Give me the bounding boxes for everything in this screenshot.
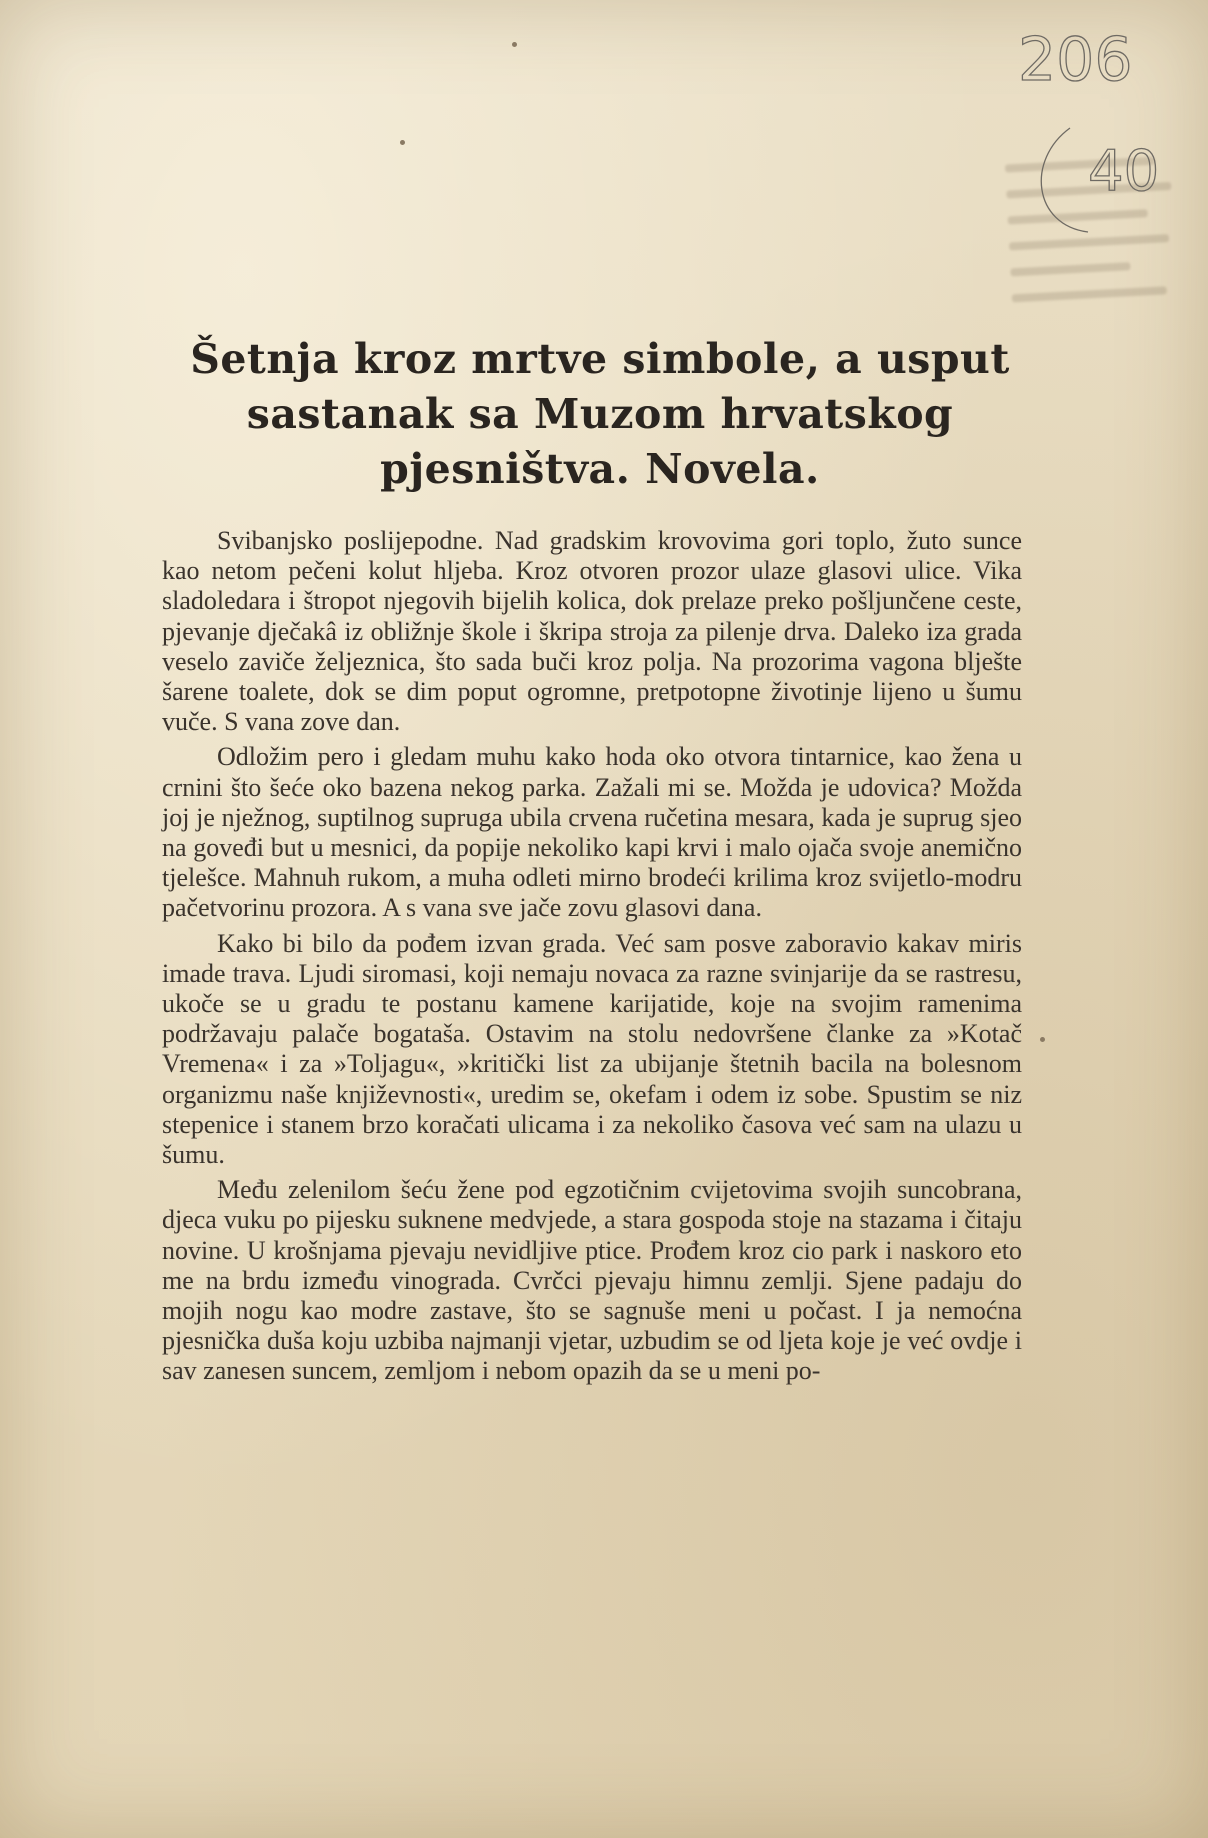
annotation-circle-arc — [1041, 128, 1088, 232]
title-line: Šetnja kroz mrtve simbole, a usput — [190, 335, 1010, 383]
ink-speck — [400, 140, 405, 145]
article-title — [150, 332, 1050, 497]
annotation-circled-number: 40 — [1088, 139, 1160, 204]
pencil-annotation — [1008, 10, 1198, 240]
title-line: sastanak sa Muzom hrvatskog — [246, 390, 954, 438]
paragraph: Odložim pero i gledam muhu kako hoda oko otvora tintarnice, kao žena u crnini što šeće oko bazena nekog parka. Zažali mi se. Možda je udovica? Možda joj je nježnog, suptilnog supruga ubila crvena ručetina mesara, kada je suprug sjeo na goveđi but u mesnici, da popije nekoliko kapi krvi i malo ojača svoje anemično tjelešce. Mahnuh rukom, a muha odleti mirno brodeći krilima kroz svijetlo-modru pačetvorinu prozora. A s vana sve jače zovu glasovi dana. — [162, 742, 1022, 923]
paragraph: Svibanjsko poslijepodne. Nad gradskim krovovima gori toplo, žuto sunce kao netom pečeni kolut hljeba. Kroz otvoren prozor ulaze glasovi ulice. Vika sladoledara i štropot njegovih bijelih kolica, dok prelaze preko pošljunčene ceste, pjevanje dječakâ iz obližnje škole i škripa stroja za pilenje drva. Daleko iza grada veselo zaviče željeznica, što sada buči kroz polja. Na prozorima vagona blješte šarene toalete, dok se dim poput ogromne, pretpotopne životinje lijeno u šumu vuče. S vana zove dan. — [162, 526, 1022, 737]
ink-speck — [512, 42, 517, 47]
paragraph: Kako bi bilo da pođem izvan grada. Već sam posve zaboravio kakav miris imade trava. Ljudi siromasi, koji nemaju novaca za razne svinjarije da se rastresu, ukoče se u gradu te postanu kamene karijatide, koje na svojim ramenima podržavaju palače bogataša. Ostavim na stolu nedovršene članke za »Kotač Vremena« i za »Toljagu«, »kritički list za ubijanje štetnih bacila na bolesnom organizmu naše književnosti«, uredim se, okefam i odem iz sobe. Spustim se niz stepenice i stanem brzo koračati ulicama i za nekoliko časova već sam na ulazu u šumu. — [162, 928, 1022, 1170]
annotation-number: 206 — [1018, 25, 1133, 95]
title-line: pjesništva. Novela. — [380, 445, 820, 493]
article-body — [162, 526, 1022, 1387]
ink-speck — [1040, 1037, 1045, 1042]
paragraph: Među zelenilom šeću žene pod egzotičnim cvijetovima svojih suncobrana, djeca vuku po pijesku suknene medvjede, a stara gospoda stoje na stazama i čitaju novine. U krošnjama pjevaju nevidljive ptice. Prođem kroz cio park i naskoro eto me na brdu između vinograda. Cvrčci pjevaju himnu zemlji. Sjene padaju do mojih nogu kao modre zastave, što se sagnuše meni u počast. I ja nemoćna pjesnička duša koju uzbiba najmanji vjetar, uzbudim se od ljeta koje je već ovdje i sav zanesen suncem, zemljom i nebom opazih da se u meni po- — [162, 1175, 1022, 1386]
